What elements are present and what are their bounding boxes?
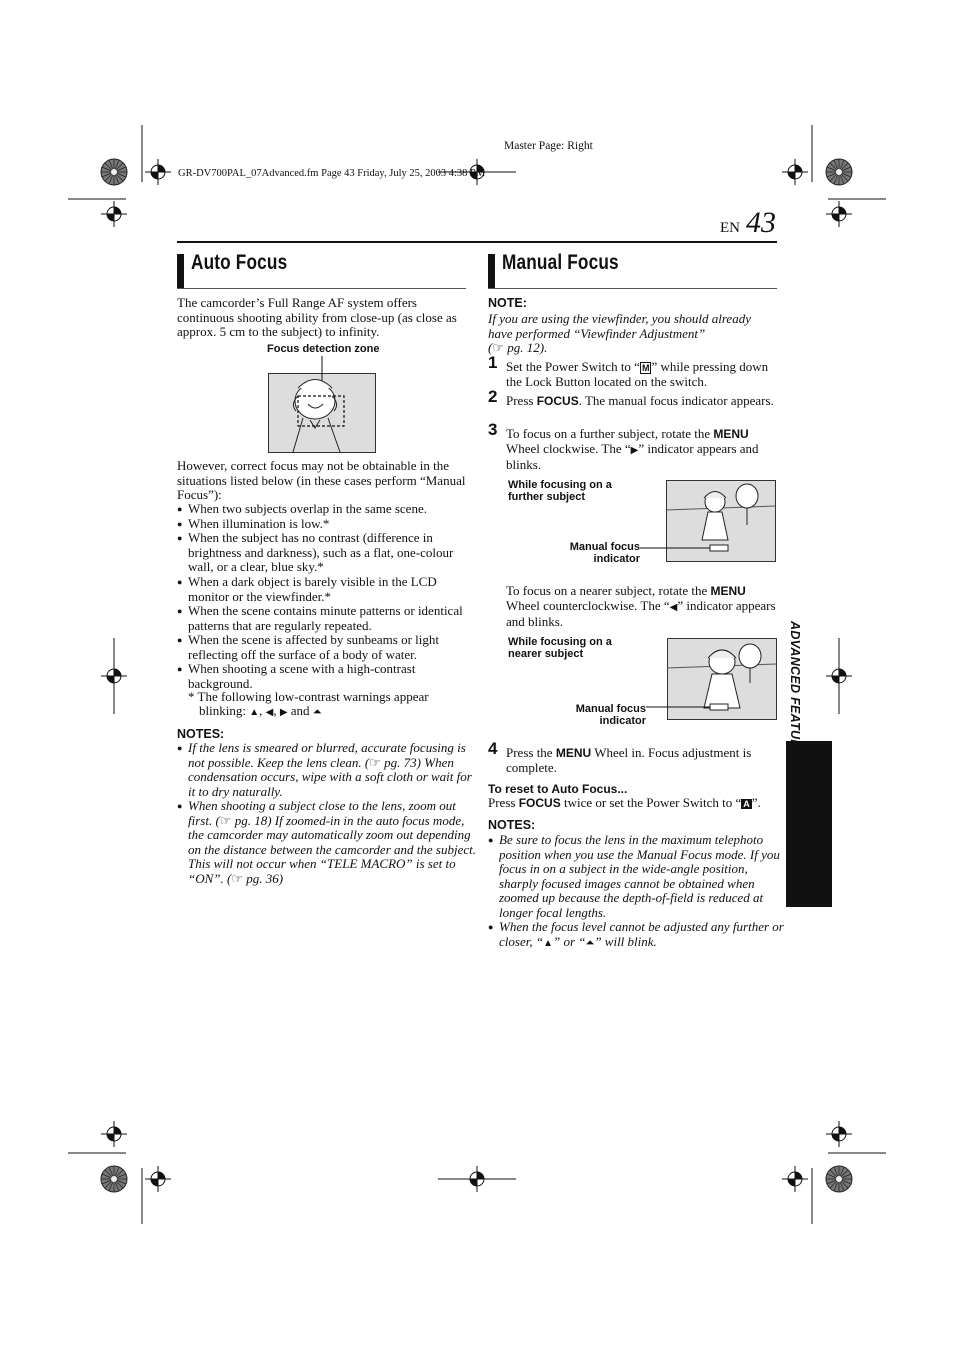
hand-pointer-icon: ☞: [369, 754, 381, 770]
step-text: ” indicator appears and blinks.: [506, 597, 776, 629]
auto-mode-icon: A: [743, 799, 750, 809]
left-arrow-icon: ◀: [265, 707, 274, 718]
notes-heading: NOTES:: [488, 818, 536, 832]
page-number: 43: [746, 206, 776, 239]
side-tab-label: [784, 621, 802, 766]
note-item: [177, 741, 478, 799]
far-warning-icon: ▲: [543, 937, 553, 949]
reset-heading: To reset to Auto Focus...: [488, 782, 628, 796]
step-number: 2: [488, 387, 498, 406]
step-text: Press the: [506, 745, 556, 760]
step-number: 4: [488, 739, 498, 758]
note-item: [488, 920, 788, 951]
note-text: If you are using the viewfinder, you should already have performed “Viewfinder Adjustment” (☞ pg. 12).: [488, 311, 751, 355]
lang-code: EN: [720, 220, 740, 236]
step-text: Press: [506, 393, 537, 408]
note-text: When the focus level cannot be adjusted any further or closer, “: [499, 919, 784, 949]
note-item: ● Be sure to focus the lens in the maximum telephoto position when you use the Manual Focus mode. If you focus in on a subject in the wide-angle position, sharply focused images cannot be obtained when zoomed up because the depth-of-field is reduced at longer focal lengths.: [488, 833, 788, 920]
hand-pointer-icon: ☞: [219, 812, 232, 828]
right-arrow-icon: ▶: [630, 444, 639, 456]
side-tab-text: ADVANCED FEATURES: [788, 621, 802, 766]
step-text: Set the Power Switch to “: [506, 359, 640, 374]
step-text: ” while pressing down the Lock Button located on the switch.: [506, 359, 769, 389]
step-text: Wheel in. Focus adjustment is complete.: [506, 745, 752, 775]
list-item: ● When a dark object is barely visible in the LCD monitor or the viewfinder.*: [177, 575, 468, 604]
footnote-and: and: [290, 703, 310, 718]
manual-mode-icon: M: [641, 363, 650, 373]
hand-pointer-icon: ☞: [492, 340, 504, 355]
menu-wheel-label: MENU: [555, 746, 592, 760]
note-item: [177, 799, 478, 886]
further-subject-figure: [640, 480, 777, 563]
focus-zone-figure: [268, 356, 376, 453]
nearer-subject-text: [506, 584, 778, 630]
step-number: 3: [488, 420, 498, 439]
note-ref: pg. 12).: [504, 340, 548, 355]
step-text: Wheel clockwise. The “: [506, 440, 631, 456]
step-number: 1: [488, 353, 498, 372]
step-1-text: [506, 360, 778, 389]
menu-wheel-label: MENU: [713, 427, 749, 441]
auto-focus-title: Auto Focus: [191, 251, 288, 274]
manual-focus-heading: [488, 242, 777, 289]
list-item: ● When illumination is low.*: [177, 517, 468, 532]
however-paragraph: However, correct focus may not be obtainable in the situations listed below (in these cases perform “Manual Focus”):: [177, 458, 466, 502]
step-text: . The manual focus indicator appears.: [578, 393, 774, 408]
manual-focus-title: Manual Focus: [502, 251, 619, 274]
indicator-label: Manual focus indicator: [575, 703, 646, 727]
note-ref: pg. 73): [380, 754, 421, 770]
auto-focus-heading: [177, 242, 466, 289]
indicator-label: Manual focus indicator: [569, 541, 640, 565]
heading-bar: [488, 254, 495, 288]
step-text: To focus on a further subject, rotate the: [506, 426, 714, 441]
far-warning-icon: ▲: [249, 707, 260, 718]
footnote-line1: * The following low-contrast warnings appear: [188, 689, 429, 704]
near-warning-icon: ⏶: [585, 936, 595, 949]
note-text: ” will blink.: [594, 933, 657, 949]
reset-body: ”.: [751, 795, 761, 810]
reset-body: twice or set the Power Switch to “: [560, 795, 742, 810]
step-4-text: [506, 746, 771, 775]
note-text: pg. 18) If zoomed-in in the auto focus mode, the camcorder may automatically zoom out depending on the distance between the camcorder and the subject. This will not occur when “TELE MACRO” is set to “ON”. (: [188, 812, 476, 886]
menu-wheel-label: MENU: [710, 584, 746, 598]
figure-caption: While focusing on a further subject: [508, 479, 612, 503]
list-item: ● When the subject has no contrast (difference in brightness and darkness), such as a flat, one-colour wall, or a clear, blue sky.*: [177, 531, 468, 575]
list-item: ● When shooting a scene with a high-contrast background.: [177, 662, 468, 691]
left-arrow-icon: ◀: [669, 601, 678, 613]
note-ref: pg. 36): [243, 870, 284, 886]
step-2-text: [506, 394, 778, 409]
auto-focus-intro: The camcorder’s Full Range AF system offers continuous shooting ability from close-up (as close as approx. 5 cm to the subject) to infinity.: [177, 295, 457, 339]
step-text: To focus on a nearer subject, rotate the: [506, 583, 711, 598]
note-text: When condensation occurs, wipe with a soft cloth or wait for it to dry naturally.: [188, 754, 472, 799]
notes-heading: NOTES:: [177, 727, 225, 741]
note-heading: NOTE:: [488, 296, 527, 310]
figure-caption: While focusing on a nearer subject: [508, 636, 612, 660]
file-info: GR-DV700PAL_07Advanced.fm Page 43 Friday, July 25, 2003 4:38 PM: [178, 168, 486, 179]
hand-pointer-icon: ☞: [231, 870, 244, 886]
near-warning-icon: ⏶: [312, 706, 322, 718]
reset-body: Press: [488, 795, 519, 810]
nearer-subject-figure: [646, 638, 777, 720]
note-text: ” or “: [552, 933, 586, 949]
step-3-text: [506, 427, 778, 473]
footnote-blinking: blinking:: [199, 703, 246, 718]
focus-button-label: FOCUS: [518, 796, 561, 810]
step-text: Wheel counterclockwise. The “: [506, 597, 670, 613]
focus-zone-label: Focus detection zone: [267, 343, 380, 355]
focus-button-label: FOCUS: [536, 394, 579, 408]
note-text: When shooting a subject close to the lens, zoom out first. (: [188, 798, 456, 828]
step-text: ” indicator appears and blinks.: [506, 440, 759, 472]
reset-text: [488, 796, 778, 811]
right-arrow-icon: ▶: [279, 707, 288, 718]
master-page-label: Master Page: Right: [504, 140, 593, 152]
list-item: ● When the scene contains minute patterns or identical patterns that are regularly repeated.: [177, 604, 468, 633]
list-item: ● When two subjects overlap in the same scene.: [177, 502, 468, 517]
note-text: If the lens is smeared or blurred, accurate focusing is not possible. Keep the lens clean. (: [188, 740, 466, 770]
note-body: If you are using the viewfinder, you should already have performed “Viewfinder Adjustment”: [488, 311, 751, 341]
list-item: ● When the scene is affected by sunbeams or light reflecting off the surface of a body of water.: [177, 633, 468, 662]
heading-bar: [177, 254, 184, 288]
footnote-line2: blinking: ▲, ◀, ▶ and ⏶: [199, 703, 322, 718]
